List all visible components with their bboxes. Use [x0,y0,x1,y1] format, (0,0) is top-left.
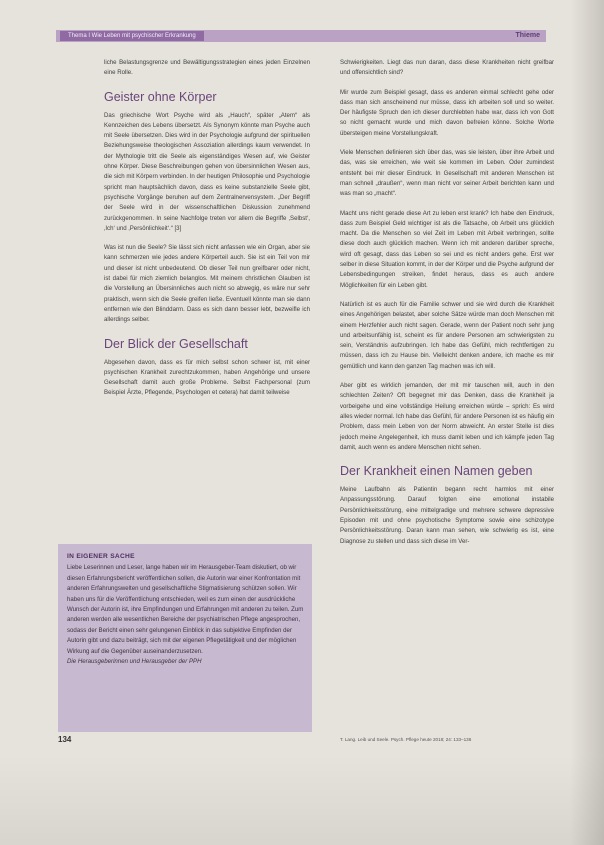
paragraph: Aber gibt es wirklich jemanden, der mit mir tauschen will, auch in den schlechten Zeiten? Oft begegnet mir das Denken, dass die Krankheit ja vorbeigehe und eine vollständige Heilung erreichen würde – sprich: Es wird alles wieder normal. Ich habe das Gefühl, für andere Personen ist es häufig ein Problem, dass mein Leben von der Norm abweicht. An erster Stelle ist dies jedoch meine Angelegenheit, ich muss damit leben und ich kämpfe jeden Tag damit, auch wenn es andere Menschen nicht sehen. [340,382,554,451]
section-heading: Der Krankheit einen Namen geben [340,464,533,479]
box-title: IN EIGENER SACHE [67,553,135,560]
page-shadow [570,0,604,845]
editorial-note-box [58,544,312,732]
paragraph: Natürlich ist es auch für die Familie schwer und sie wird durch die Krankheit eines Angehörigen belastet, aber solche Sätze würde man doch Menschen mit einem Herzfehler auch nicht sagen. Gerade, wenn der Patient noch sehr jung und arbeitsunfähig ist, scheint es für andere Personen am schwierigsten zu sein, Verständnis aufzubringen. Ich habe das Gefühl, mich rechtfertigen zu müssen, dass ich zu Hause bin. Vielleicht denken andere, ich mache es mir gemütlich und kann den ganzen Tag machen was ich will. [340,300,554,370]
section-heading: Der Blick der Gesellschaft [104,336,248,351]
paragraph: Was ist nun die Seele? Sie lässt sich nicht anfassen wie ein Organ, aber sie kann schmerzen wie jedes andere Körperteil auch. Sie ist ein Teil von mir und dieser ist nicht unbedeutend. Ob dieser Teil nun greifbarer oder nicht, ist dabei für mich ziemlich belanglos. Mit meinem christlichen Glauben ist die Vorstellung an Übersinnliches auch nicht so abwegig, es wäre nur sehr praktisch, wenn sich die Seele greifen ließe. Eventuell könnte man sie dann entfernen wie den Blinddarm. Dass es sich dann besser lebt, bezweifle ich allerdings selber. [104,244,310,324]
paragraph: Abgesehen davon, dass es für mich selbst schon schwer ist, mit einer psychischen Krankheit zurechtzukommen, haben Angehörige und unsere Gesellschaft damit auch große Probleme. Selbst Fachpersonal (zum Beispiel Ärzte, Pflegende, Psychologen et cetera) hat damit teilweise [104,358,310,397]
paragraph: Mir wurde zum Beispiel gesagt, dass es anderen einmal schlecht gehe oder dass man sich anscheinend nur müsse, dass ich arbeiten soll und so weiter. Der häufigste Spruch den ich dieser durchlebten habe war, dass ich von Gott so nicht gemacht wurde und mich davon befreien könne. Solche Worte übersteigen meine Vorstellungskraft. [340,88,554,137]
paragraph: Meine Laufbahn als Patientin begann recht harmlos mit einer Anpassungsstörung. Darauf folgten eine emotional instabile Persönlichkeitsstörung, eine mittelgradige und mehrere schwere depressive Episoden mit und ohne psychotische Symptome sowie eine schizotype Persönlichkeitsstörung. Daran kann man sehen, wie schwierig es ist, eine Diagnose zu stellen und dass sich diese im Ver- [340,486,554,545]
paragraph: Macht uns nicht gerade diese Art zu leben erst krank? Ich habe den Eindruck, dass zum Beispiel Geld wichtiger ist als die Tatsache, ob Arbeit uns glücklich macht. Da die Menschen so viel Zeit im Leben mit Arbeit verbringen, sollte diese doch auch glücklich machen. Wenn ich mit anderen darüber spreche, wird oft gesagt, dass das Leben so sei und es nicht anders gehe. Erst wer selber in diese Situation kommt, in der der Körper und die Psyche aufgrund der Lebensbedingungen streiken, findet heraus, dass es auch andere Möglichkeiten für ein Leben gibt. [340,209,554,289]
paragraph: Viele Menschen definieren sich über das, was sie leisten, über ihre Arbeit und das, was sie erreichen, wie weit sie kommen im Leben. Oder zumindest entsteht bei mir dieser Eindruck. In Gesellschaft mit anderen Menschen ist man schnell „draußen“, wenn man nicht vor seiner Arbeit berichten kann und was man so „macht“. [340,149,554,198]
paragraph: liche Belastungsgrenze und Bewältigungsstrategien eines jeden Einzelnen eine Rolle. [104,59,310,77]
paragraph: Das griechische Wort Psyche wird als „Hauch“, später „Atem“ als Kennzeichen des Lebens übersetzt. Als Synonym könnte man Psyche auch mit Seele übersetzen. Dies wird in der Psychologie aufgrund der spirituellen Beziehungsweise theologischen Assoziation allerdings kaum verwendet. In der Mythologie tritt die Seele als eigenständiges Wesen auf, wie Geister ohne Körper. Diese Beschreibungen gehen von übersinnlichen Wesen aus, die sich mit Körpern verbinden. In der heutigen Philosophie und Psychologie spricht man hauptsächlich davon, dass es keine substanzielle Seele gibt, psychische Vorgänge beruhen auf dem Zentralnervensystem. „Der Begriff der Seele wird in der wissenschaftlichen Diskussion zunehmend zurückgenommen. In seine Nachfolge treten vor allem die Begriffe ‚Selbst‘, ‚Ich‘ und ‚Persönlichkeit‘.“ [3] [104,111,310,232]
page-shadow [0,755,604,845]
box-text: Liebe Leserinnen und Leser, lange haben wir im Herausgeber-Team diskutiert, ob wir diesen Erfahrungsbericht veröffentlichen sollen, die Autorin war einer Konfrontation mit anderen Erfahrungswelten und gesellschaftliche Stigmatisierung schützen sollen. Wir haben uns für die Veröffentlichung entschieden, weil es zum einen der ausdrückliche Wunsch der Autorin ist, ihre Empfindungen und Erfahrungen mit anderen zu teilen. Zum anderen werden alle wesentlichen Bereiche der psychiatrischen Pflege angesprochen, sodass der Bericht einen sehr gelungenen Einblick in das subjektive Empfinden der Autorin gibt und dazu beiträgt, sich mit der eigenen Pflegetätigkeit und der möglichen Wirkung auf die Gegenüber auseinanderzusetzen. [67,564,304,655]
section-label: Thema I Wie Leben mit psychischer Erkrankung [60,31,204,41]
box-signature: Die Herausgeberinnen und Herausgeber der PPH [67,658,202,666]
right-column [340,58,554,556]
paragraph: Schwierigkeiten. Liegt das nun daran, dass diese Krankheiten nicht greifbar und offensichtlich sind? [340,59,554,77]
publisher-logo: Thieme [515,32,540,39]
footer-citation: T. Lang. Leib und Seele. Psych. Pflege heute 2018; 24: 133–136 [340,737,472,742]
page-number: 134 [58,735,72,744]
section-heading: Geister ohne Körper [104,89,217,104]
left-column [104,58,310,408]
